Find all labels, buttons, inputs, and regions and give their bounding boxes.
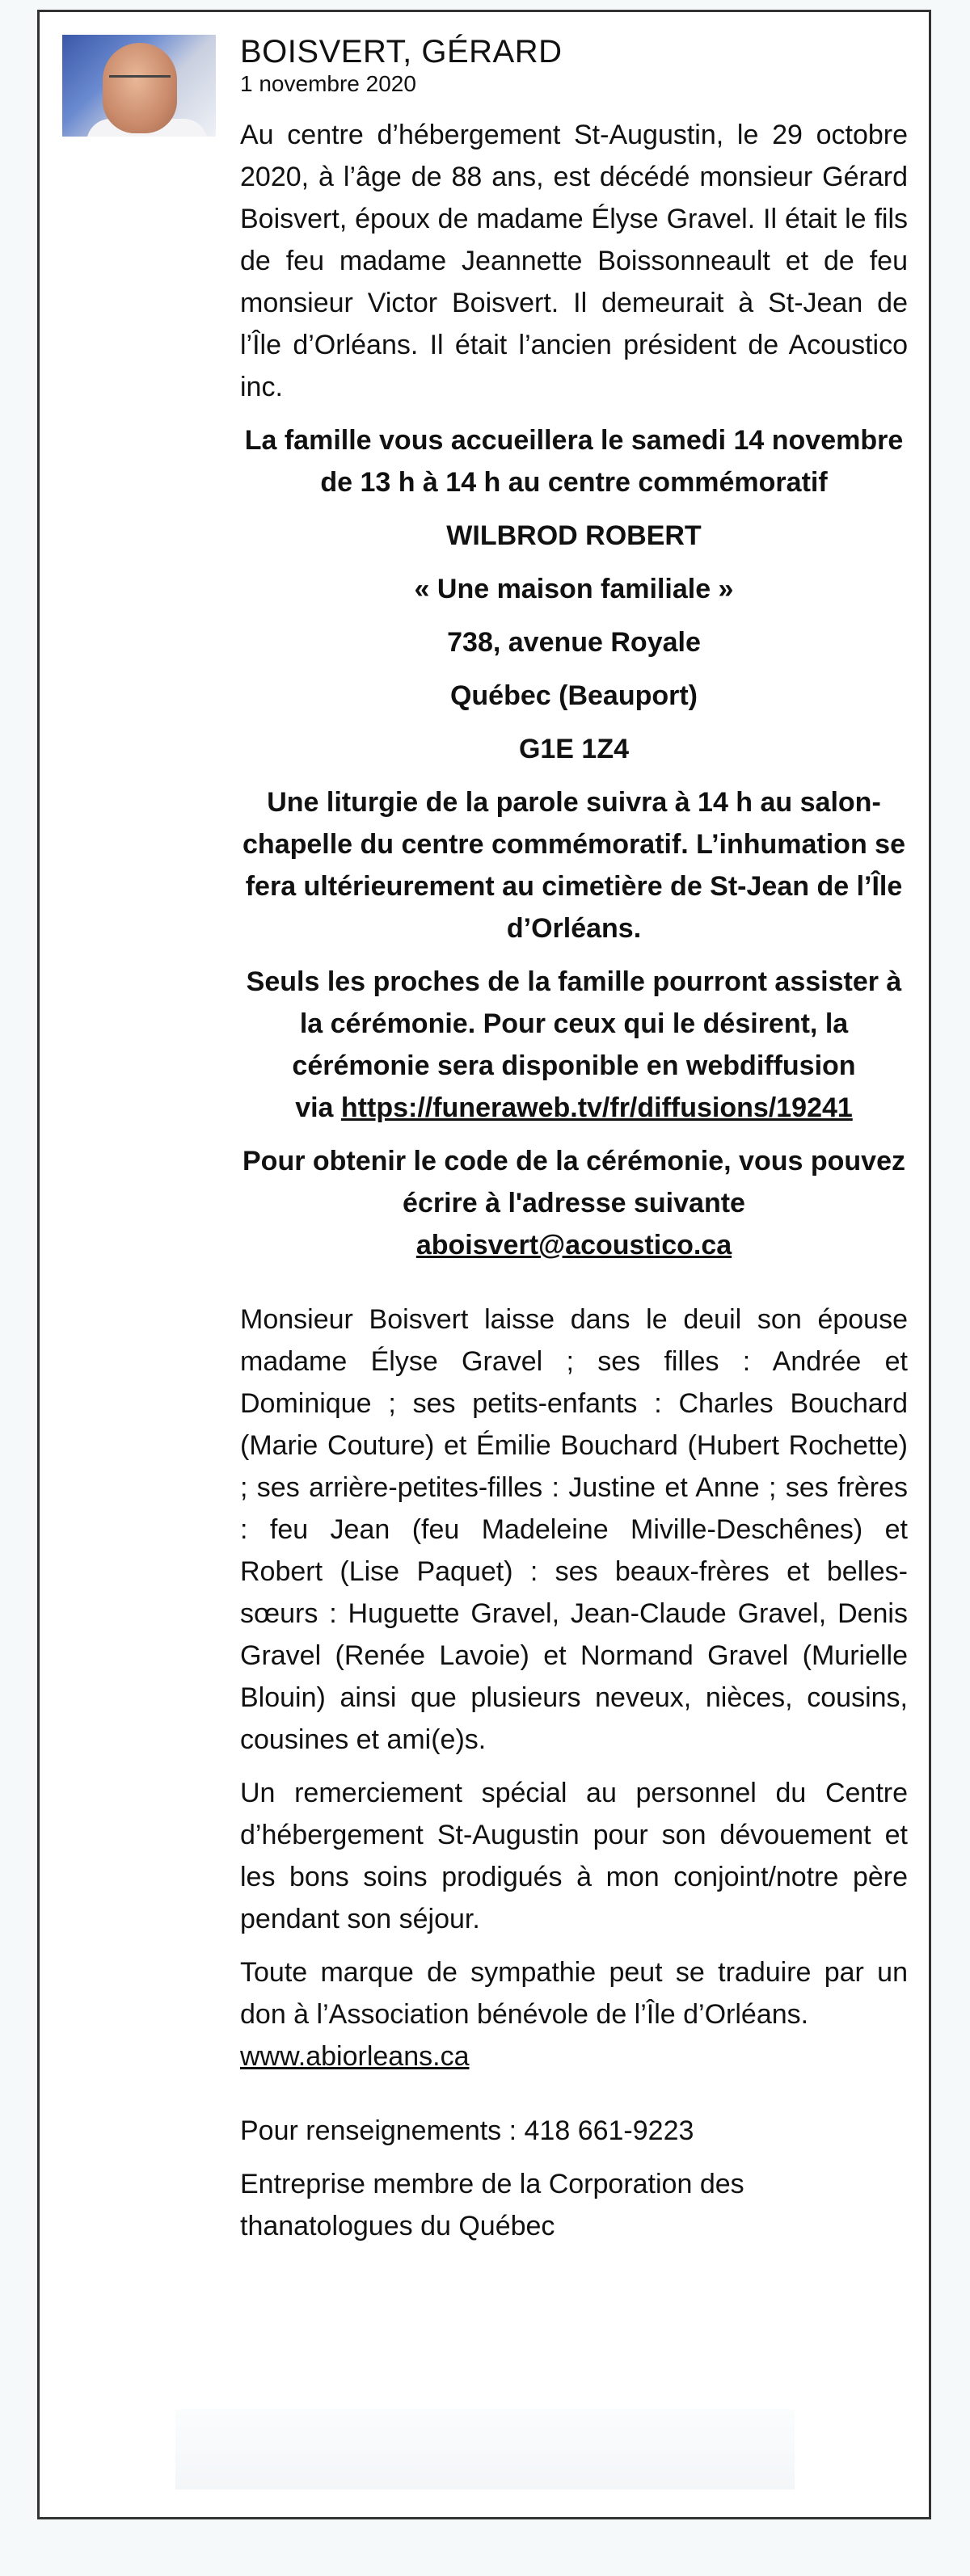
address-street: 738, avenue Royale bbox=[447, 627, 701, 658]
donation-link[interactable]: www.abiorleans.ca bbox=[240, 2041, 470, 2072]
bottom-fade bbox=[175, 2409, 795, 2490]
webcast-link[interactable]: https://funeraweb.tv/fr/diffusions/19241 bbox=[340, 1092, 853, 1123]
donation-paragraph bbox=[240, 1951, 908, 2077]
code-info-paragraph bbox=[240, 1140, 908, 1266]
address-city: Québec (Beauport) bbox=[449, 680, 698, 711]
thanks-paragraph: Un remerciement spécial au personnel du Centre d’hébergement St-Augustin pour son dévouement et les bons soins prodigués à mon conjoint/notre père pendant son séjour. bbox=[240, 1778, 908, 1934]
address-postal: G1E 1Z4 bbox=[518, 734, 630, 764]
webcast-paragraph bbox=[240, 961, 908, 1129]
survivors-paragraph: Monsieur Boisvert laisse dans le deuil son épouse madame Élyse Gravel ; ses filles : Andrée et Dominique ; ses petits-enfants : Charles Bouchard (Marie Couture) et Émilie Bouchard (Hubert Rochette) ; ses arrière-petites-filles : Justine et Anne ; ses frères : feu Jean (feu Madeleine Miville-Deschênes) et Robert (Lise Paquet) : ses beaux-frères et belles-sœurs : Huguette Gravel, Jean-Claude Gravel, Denis Gravel (Renée Lavoie) et Normand Gravel (Murielle Blouin) ainsi que plusieurs neveux, nièces, cousins, cousines et ami(e)s. bbox=[240, 1304, 908, 1755]
corporation-note: Entreprise membre de la Corporation des thanatologues du Québec bbox=[240, 2169, 744, 2241]
liturgy-paragraph: Une liturgie de la parole suivra à 14 h au salon-chapelle du centre commémoratif. L’inhumation se fera ultérieurement au cimetière de St-Jean de l’Île d’Orléans. bbox=[242, 787, 905, 944]
intro-paragraph: Au centre d’hébergement St-Augustin, le 29 octobre 2020, à l’âge de 88 ans, est décédé monsieur Gérard Boisvert, époux de madame Élyse Gravel. Il était le fils de feu madame Jeannette Boissonneault et de feu monsieur Victor Boisvert. Il demeurait à St-Jean de l’Île d’Orléans. Il était l’ancien président de Acoustico inc. bbox=[240, 120, 908, 402]
portrait-photo bbox=[62, 35, 216, 137]
publication-date: 1 novembre 2020 bbox=[240, 71, 416, 96]
webcast-text: Seuls les proches de la famille pourront assister à la cérémonie. Pour ceux qui le désirent, la cérémonie sera disponible en webdiffusion bbox=[246, 966, 902, 1081]
webcast-via: via bbox=[295, 1092, 341, 1123]
obituary-card bbox=[37, 10, 931, 2519]
code-info-text: Pour obtenir le code de la cérémonie, vous pouvez écrire à l'adresse suivante bbox=[242, 1146, 905, 1219]
donation-text: Toute marque de sympathie peut se traduire par un don à l’Association bénévole de l’Île d’Orléans. bbox=[240, 1957, 908, 2030]
center-slogan: « Une maison familiale » bbox=[414, 574, 734, 604]
email-link[interactable]: aboisvert@acoustico.ca bbox=[415, 1230, 732, 1261]
info-phone: Pour renseignements : 418 661-9223 bbox=[240, 2115, 694, 2146]
center-name: WILBROD ROBERT bbox=[446, 520, 702, 551]
obituary-content bbox=[240, 33, 908, 2258]
visitation-paragraph: La famille vous accueillera le samedi 14 novembre de 13 h à 14 h au centre commémoratif bbox=[244, 425, 904, 498]
deceased-name: BOISVERT, GÉRARD bbox=[240, 34, 563, 69]
